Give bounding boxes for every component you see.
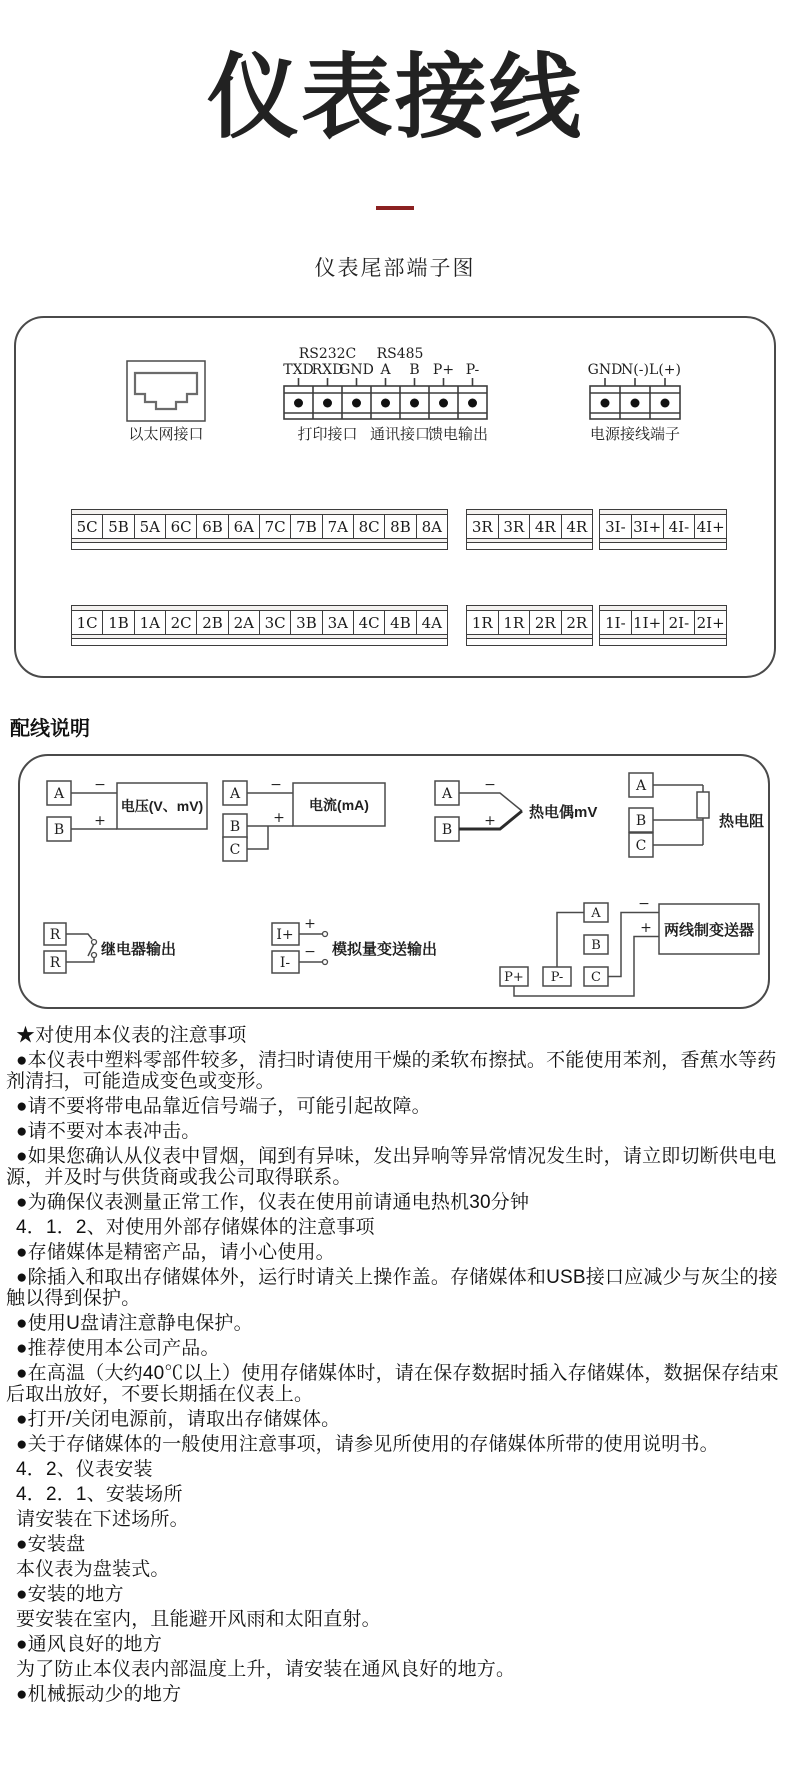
comm-terminal-block — [283, 346, 488, 443]
plus-sign: + — [484, 812, 496, 829]
terminal-a: A — [229, 785, 241, 802]
voltage-label: 电压(V、mV) — [120, 797, 204, 814]
terminal-cell: 5A — [135, 515, 166, 538]
resistor-symbol — [697, 792, 709, 818]
printer-port-label: 打印接口 — [297, 425, 358, 443]
note-line: 4．2、仪表安装 — [16, 1458, 153, 1480]
terminal-cell: 3C — [260, 611, 291, 634]
terminal-cell: 6A — [229, 515, 260, 538]
minus-sign: − — [304, 943, 316, 960]
terminal-cell: 1B — [103, 611, 134, 634]
transmitter-label: 两线制变送器 — [663, 921, 755, 939]
terminal-cell: 8C — [354, 515, 385, 538]
strip-base-band — [600, 543, 726, 549]
note-line: ●请不要将带电品靠近信号端子，可能引起故障。 — [16, 1095, 431, 1117]
page-title: 仪表接线 — [206, 47, 583, 149]
terminal-cell: 2R — [530, 611, 562, 634]
loop-power-out-label: 馈电输出 — [427, 425, 489, 443]
note-line: ●请不要对本表冲击。 — [16, 1120, 201, 1142]
note-line: ●为确保仪表测量正常工作，仪表在使用前请通电热机30分钟 — [16, 1191, 530, 1213]
rear-terminal-panel — [14, 316, 776, 678]
terminal-cell: 2B — [197, 611, 228, 634]
terminal-cell: 5C — [72, 515, 103, 538]
minus-sign: − — [94, 776, 106, 793]
terminal-a: A — [441, 785, 453, 802]
rs232c-label: RS232C — [298, 345, 357, 362]
strip-base-band — [467, 639, 592, 645]
analog-output-wiring-diagram — [272, 916, 437, 973]
note-line: 为了防止本仪表内部温度上升，请安装在通风良好的地方。 — [16, 1658, 516, 1680]
terminal-cell: 4B — [385, 611, 416, 634]
plus-sign: + — [304, 915, 316, 932]
terminal-i-plus: I+ — [276, 926, 294, 943]
wiring-panel — [18, 754, 770, 1009]
power-terminal-label: 电源接线端子 — [589, 425, 681, 443]
relay-contact-icon — [92, 939, 97, 944]
note-line: 4．2．1、安装场所 — [16, 1483, 183, 1505]
ethernet-port-label: 以太网接口 — [128, 425, 204, 443]
terminal-b: B — [591, 937, 601, 953]
terminal-b: B — [441, 821, 453, 838]
terminal-cell: 4C — [354, 611, 385, 634]
plus-sign: + — [640, 919, 652, 936]
voltage-wiring-diagram — [47, 777, 207, 841]
terminal-b: B — [53, 821, 65, 838]
rtd-label: 热电阻 — [719, 812, 765, 830]
terminal-cell: 2I- — [664, 611, 696, 634]
terminal-cell: 1A — [135, 611, 166, 634]
wiring-diagrams — [20, 756, 768, 1007]
terminal-r1: R — [49, 926, 61, 943]
strip-base-band — [72, 543, 447, 549]
thermocouple-label: 热电偶mV — [529, 803, 598, 821]
terminal-cell: 8B — [385, 515, 416, 538]
manual-page — [0, 47, 790, 1776]
terminal-cell: 4I- — [664, 515, 696, 538]
note-line: ●存储媒体是精密产品，请小心使用。 — [16, 1241, 335, 1263]
rtd-wiring-diagram — [629, 773, 764, 857]
pin-label-pwr-n: N(-) — [621, 361, 649, 378]
terminal-c: C — [635, 837, 647, 854]
terminal-c: C — [591, 969, 601, 985]
terminal-cell: 6B — [197, 515, 228, 538]
rs485-label: RS485 — [376, 345, 424, 362]
note-line: 要安装在室内，且能避开风雨和太阳直射。 — [16, 1608, 381, 1630]
terminal-cell: 2A — [229, 611, 260, 634]
note-line: ●本仪表中塑料零部件较多，清扫时请使用干燥的柔软布擦拭。不能使用苯剂，香蕉水等药剂清扫，可能造成变色或变形。 — [6, 1049, 777, 1092]
pin-label-a: A — [380, 361, 391, 378]
terminal-cell: 3R — [499, 515, 531, 538]
terminal-cell: 8A — [421, 517, 442, 536]
current-label: 电流(mA) — [309, 796, 369, 813]
ethernet-port-icon — [127, 361, 205, 421]
current-wiring-diagram — [223, 777, 385, 861]
strip-base-band — [72, 639, 447, 645]
terminal-cell: 1R — [499, 611, 531, 634]
usage-notes — [6, 1025, 782, 1705]
title-accent-divider — [376, 206, 414, 210]
terminal-a: A — [591, 905, 601, 921]
strip-base-band — [600, 639, 726, 645]
terminal-cell: 4I+ — [696, 517, 725, 536]
terminal-strip-row2-group1 — [71, 605, 448, 646]
terminal-cell: 7A — [323, 515, 354, 538]
note-line: ●安装盘 — [16, 1533, 86, 1555]
terminal-cell: 1C — [72, 611, 103, 634]
note-line: ★对使用本仪表的注意事项 — [16, 1024, 247, 1046]
relay-label: 继电器输出 — [101, 940, 177, 958]
note-line: ●通风良好的地方 — [16, 1633, 163, 1655]
comm-port-label: 通讯接口 — [369, 425, 431, 443]
pin-label-pwr-gnd: GND — [587, 361, 623, 378]
terminal-cell: 7B — [291, 515, 322, 538]
note-line: ●如果您确认从仪表中冒烟，闻到有异味，发出异响等异常情况发生时，请立即切断供电电源，并及时与供货商或我公司取得联系。 — [6, 1145, 777, 1188]
terminal-cell: 3B — [291, 611, 322, 634]
minus-sign: − — [484, 776, 496, 793]
note-line: ●使用U盘请注意静电保护。 — [16, 1312, 253, 1334]
pin-label-pwr-l: L(+) — [649, 361, 681, 378]
note-line: 本仪表为盘装式。 — [16, 1558, 170, 1580]
note-line: ●打开/关闭电源前，请取出存储媒体。 — [16, 1408, 341, 1430]
minus-sign: − — [638, 895, 650, 912]
terminal-cell: 1I+ — [632, 611, 664, 634]
note-line: 4．1．2、对使用外部存储媒体的注意事项 — [16, 1216, 375, 1238]
output-terminal-icon — [323, 959, 328, 964]
pin-label-txd: TXD — [283, 361, 314, 378]
minus-sign: − — [270, 776, 282, 793]
terminal-b: B — [635, 812, 647, 829]
terminal-cell: 4A — [421, 613, 442, 632]
pin-label-p-plus: P+ — [432, 361, 455, 378]
note-line: ●关于存储媒体的一般使用注意事项，请参见所使用的存储媒体所带的使用说明书。 — [16, 1433, 719, 1455]
terminal-cell: 3I+ — [632, 515, 664, 538]
terminal-cell: 1R — [467, 611, 499, 634]
terminal-p-plus: P+ — [504, 969, 524, 985]
terminal-cell: 7C — [260, 515, 291, 538]
terminal-a: A — [53, 785, 65, 802]
note-line: 请安装在下述场所。 — [16, 1508, 189, 1530]
terminal-cell: 6C — [166, 515, 197, 538]
terminal-cell: 2R — [566, 613, 588, 632]
pin-label-gnd: GND — [339, 361, 374, 378]
note-line: ●除插入和取出存储媒体外，运行时请关上操作盖。存储媒体和USB接口应减少与灰尘的接触以得到保护。 — [6, 1266, 778, 1309]
note-line: ●安装的地方 — [16, 1583, 124, 1605]
terminal-cell: 4R — [566, 517, 588, 536]
terminal-strip-row1-group3 — [599, 509, 727, 550]
terminal-b: B — [229, 818, 241, 835]
relay-wiring-diagram — [44, 923, 176, 973]
terminal-strip-row1-group2 — [466, 509, 593, 550]
note-line: ●在高温（大约40℃以上）使用存储媒体时，请在保存数据时插入存储媒体，数据保存结束后取出放好，不要长期插在仪表上。 — [6, 1362, 779, 1405]
terminal-cell: 3I- — [600, 515, 632, 538]
power-terminal-block — [588, 362, 681, 443]
terminal-cell: 5B — [103, 515, 134, 538]
section-subtitle: 仪表尾部端子图 — [314, 256, 476, 280]
terminal-cell: 2C — [166, 611, 197, 634]
output-terminal-icon — [323, 931, 328, 936]
pin-label-b: B — [409, 361, 420, 378]
terminal-cell: 3R — [467, 515, 499, 538]
pin-label-rxd: RXD — [311, 361, 344, 378]
terminal-r2: R — [49, 954, 61, 971]
terminal-a: A — [635, 777, 647, 794]
note-line: ●推荐使用本公司产品。 — [16, 1337, 220, 1359]
terminal-cell: 4R — [530, 515, 562, 538]
strip-base-band — [467, 543, 592, 549]
pin-label-p-minus: P- — [465, 361, 480, 378]
terminal-strip-row1-group1 — [71, 509, 448, 550]
relay-contact-icon — [92, 952, 97, 957]
plus-sign: + — [94, 812, 106, 829]
note-line: ●机械振动少的地方 — [16, 1683, 182, 1705]
transmitter-wiring-diagram — [500, 896, 759, 996]
terminal-cell: 3A — [323, 611, 354, 634]
terminal-cell: 2I+ — [696, 613, 725, 632]
rear-terminal-connectors-diagram — [20, 336, 770, 446]
terminal-strip-row2-group3 — [599, 605, 727, 646]
analog-output-label: 模拟量变送输出 — [332, 940, 438, 958]
thermocouple-wiring-diagram — [435, 777, 597, 841]
plus-sign: + — [273, 809, 285, 826]
wiring-section-heading: 配线说明 — [10, 717, 90, 740]
terminal-p-minus: P- — [550, 969, 564, 985]
terminal-cell: 1I- — [600, 611, 632, 634]
terminal-i-minus: I- — [279, 954, 291, 971]
terminal-strip-row2-group2 — [466, 605, 593, 646]
terminal-c: C — [229, 841, 241, 858]
